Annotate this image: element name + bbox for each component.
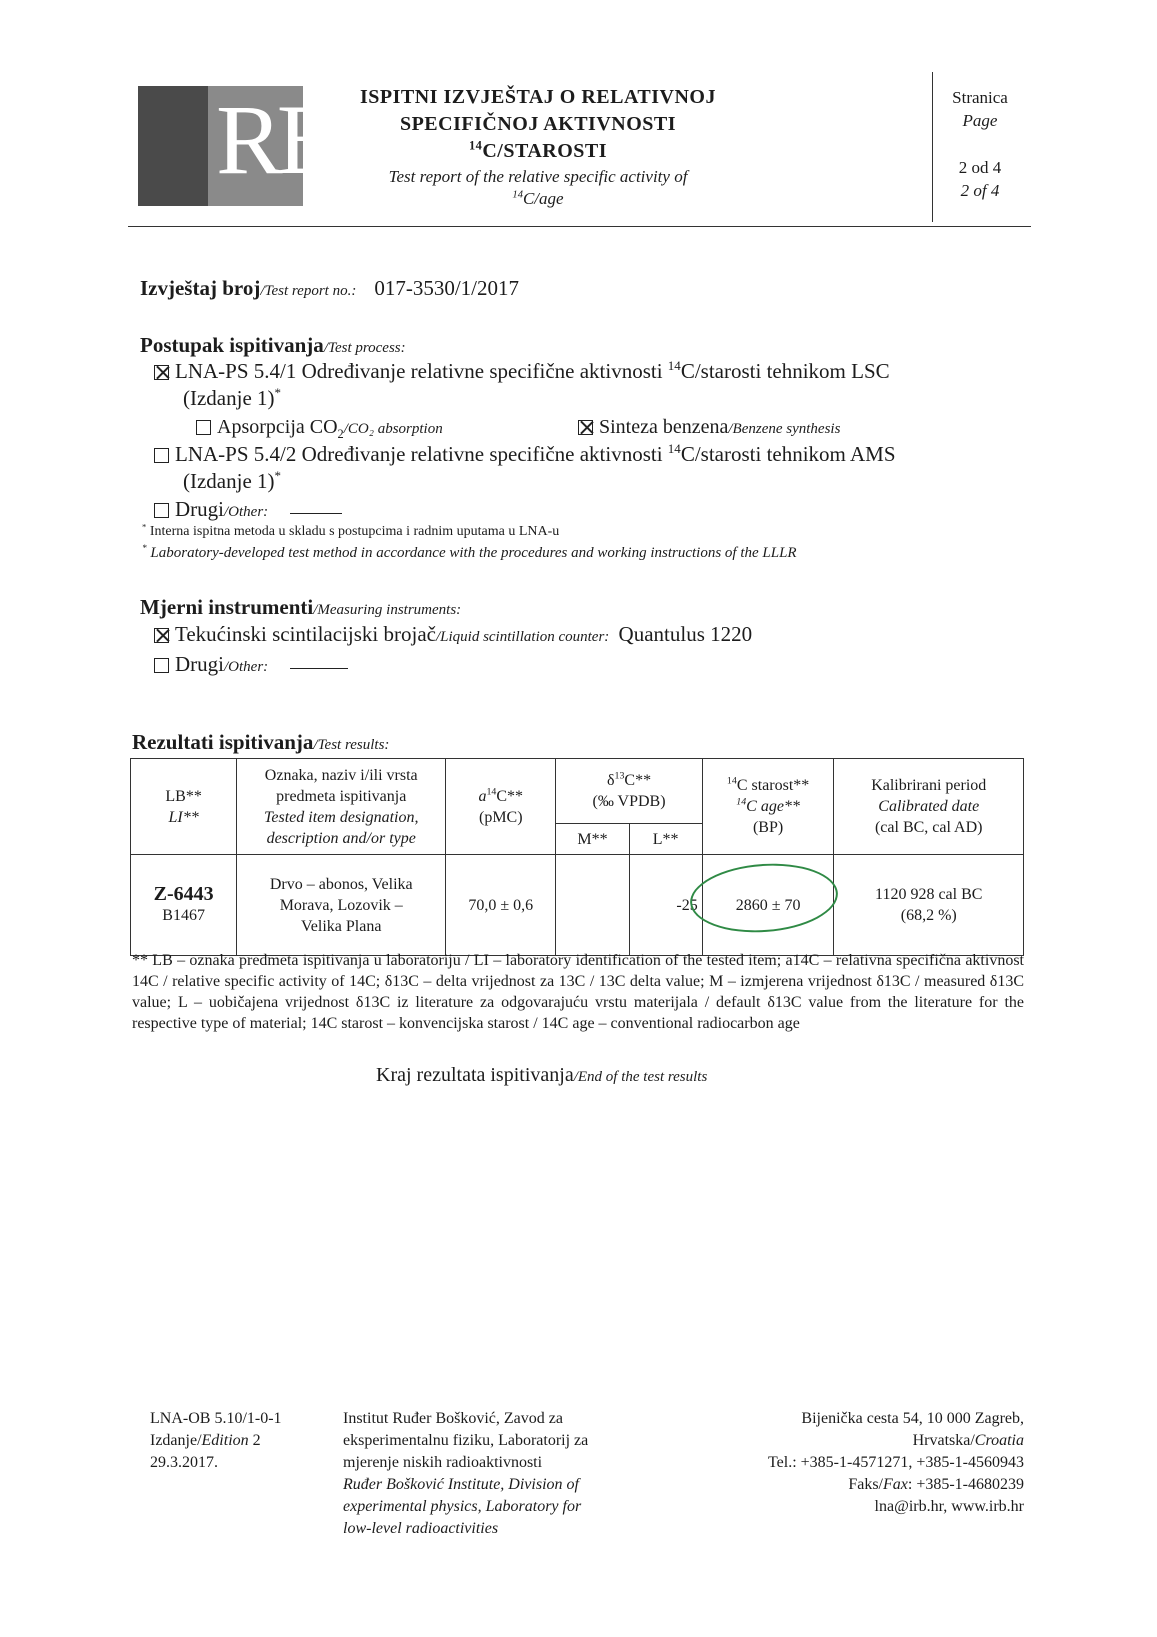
title-line-2: SPECIFIČNOJ AKTIVNOSTI [399, 113, 677, 135]
table-header-row [131, 759, 1024, 824]
page-number-en: 2 of 4 [960, 181, 1000, 200]
cell-age: 2860 ± 70 [702, 855, 834, 956]
cell-m [556, 855, 629, 956]
process-footnote-hr: * Interna ispitna metoda u skladu s postupcima i radnim uputama u LNA-u [142, 521, 560, 539]
absorption-option: Apsorpcija $CO_2$/CO₂ absorption [196, 416, 443, 439]
cell-item: Drvo – abonos, Velika Morava, Lozovik – Velika Plana [237, 855, 446, 956]
header-divider-vertical [932, 72, 933, 222]
footer-edition: Izdanje/Edition 2 [150, 1432, 261, 1449]
col-l-header: L** [629, 824, 702, 855]
checkbox-unchecked[interactable] [196, 420, 211, 435]
report-number-label-en: /Test report no.: [260, 283, 357, 299]
cell-a14c: 70,0 ± 0,6 [446, 855, 556, 956]
footer-doc-info [150, 1408, 320, 1474]
process-option-2-edition: (Izdanje 1)* [183, 468, 282, 493]
instrument-option-1: Tekućinski scintilacijski brojač/Liquid scintillation counter: Quantulus 1220 [154, 622, 752, 647]
checkbox-checked[interactable] [578, 420, 593, 435]
benzene-synthesis-option: Sinteza benzena/Benzene synthesis [578, 416, 840, 439]
col-d13c-header: $\delta^{13}C**$ (‰ VPDB) [556, 759, 702, 824]
cell-lb: Z-6443 B1467 [131, 855, 237, 956]
footer-web[interactable]: lna@irb.hr, www.irb.hr [874, 1498, 1024, 1515]
results-heading: Rezultati ispitivanja/Test results: [132, 730, 390, 754]
instrument-other: Drugi/Other: [154, 652, 348, 677]
results-table [130, 758, 1024, 956]
cell-cal: 1120 928 cal BC (68,2 %) [834, 855, 1024, 956]
footer-country: Hrvatska/Croatia [912, 1432, 1024, 1449]
irb-logo [138, 84, 338, 206]
document-title [318, 84, 758, 165]
col-lb-header: LB** LI** [131, 759, 237, 855]
footer-address: Bijenička cesta 54, 10 000 Zagreb, [801, 1410, 1024, 1427]
process-footnote-en: * Laboratory-developed test method in accordance with the procedures and working instructions of the LLLR [142, 544, 797, 561]
footer-phone: Tel.: +385-1-4571271, +385-1-4560943 [767, 1454, 1024, 1471]
report-number-value: 017-3530/1/2017 [374, 276, 519, 300]
page-indicator [945, 86, 1015, 202]
process-option-1: LNA-PS 5.4/1 Određivanje relativne specifične aktivnosti $^{14}$C/starosti tehnikom LSC [154, 359, 1014, 384]
footer-fax: Faks/Fax: +385-1-4680239 [848, 1476, 1024, 1493]
footer-institute: Institut Ruđer Bošković, Zavod za eksperimentalnu fiziku, Laboratorij za mjerenje niskih radioaktivnosti Ruđer Bošković Institute, Division of experimental physics, Laboratory for low-level radioactivities [343, 1410, 589, 1537]
cell-l: -25 [629, 855, 702, 956]
title-line-1: ISPITNI IZVJEŠTAJ O RELATIVNOJ [359, 86, 716, 108]
checkbox-checked[interactable] [154, 365, 169, 380]
footer-contact [680, 1408, 1024, 1518]
page-label-en: Page [962, 111, 998, 130]
footer-doc-code: LNA-OB 5.10/1-0-1 [150, 1410, 282, 1427]
col-m-header: M** [556, 824, 629, 855]
checkbox-unchecked[interactable] [154, 448, 169, 463]
process-option-2: LNA-PS 5.4/2 Određivanje relativne specifične aktivnosti $^{14}$C/starosti tehnikom AMS [154, 442, 1014, 467]
subtitle-line-1: Test report of the relative specific activity of [388, 167, 688, 186]
logo-block-dark [138, 86, 208, 206]
page-label-hr: Stranica [952, 88, 1008, 107]
logo-letters: RB [216, 84, 338, 195]
blank-line [290, 668, 348, 669]
col-age-header: $^{14}$C starost** $^{14}$C age** (BP) [702, 759, 834, 855]
col-item-header: Oznaka, naziv i/ili vrsta predmeta ispitivanja Tested item designation, description and/or type [237, 759, 446, 855]
checkbox-unchecked[interactable] [154, 658, 169, 673]
page-number-hr: 2 od 4 [958, 158, 1002, 177]
subtitle-line-2: $^{14}$C/age [512, 189, 564, 208]
report-number [140, 276, 519, 301]
end-of-results: Kraj rezultata ispitivanja/End of the test results [376, 1064, 708, 1086]
header-divider-horizontal [128, 226, 1031, 227]
instruments-heading: Mjerni instrumenti/Measuring instruments: [140, 595, 462, 619]
title-line-3: $^{14}$C/STAROSTI [468, 138, 608, 162]
col-a14c-header: $a^{14}C**$ (pMC) [446, 759, 556, 855]
checkbox-checked[interactable] [154, 628, 169, 643]
table-row [131, 855, 1024, 956]
process-heading: Postupak ispitivanja/Test process: [140, 333, 406, 357]
col-cal-header: Kalibrirani period Calibrated date (cal BC, cal AD) [834, 759, 1024, 855]
report-number-label: Izvještaj broj [140, 276, 261, 300]
process-other: Drugi/Other: [154, 497, 342, 522]
checkbox-unchecked[interactable] [154, 503, 169, 518]
table-notes: ** LB – oznaka predmeta ispitivanja u laboratoriju / LI – laboratory identification of the tested item; a14C – relativna specifična aktivnost 14C / relative specific activity of 14C; δ13C – delta vrijednost za 13C / 13C delta value; M – izmjerena vrijednost δ13C / measured δ13C value; L – uobičajena vrijednost δ13C iz literature za odgovarajuću vrstu materijala / default δ13C value from the literature for the respective type of material; 14C starost – konvencijska starost / 14C age – conventional radiocarbon age [132, 952, 1024, 1032]
document-subtitle [318, 166, 758, 210]
blank-line [290, 513, 342, 514]
process-option-1-edition: (Izdanje 1)* [183, 385, 282, 410]
footer-date: 29.3.2017. [150, 1454, 218, 1471]
